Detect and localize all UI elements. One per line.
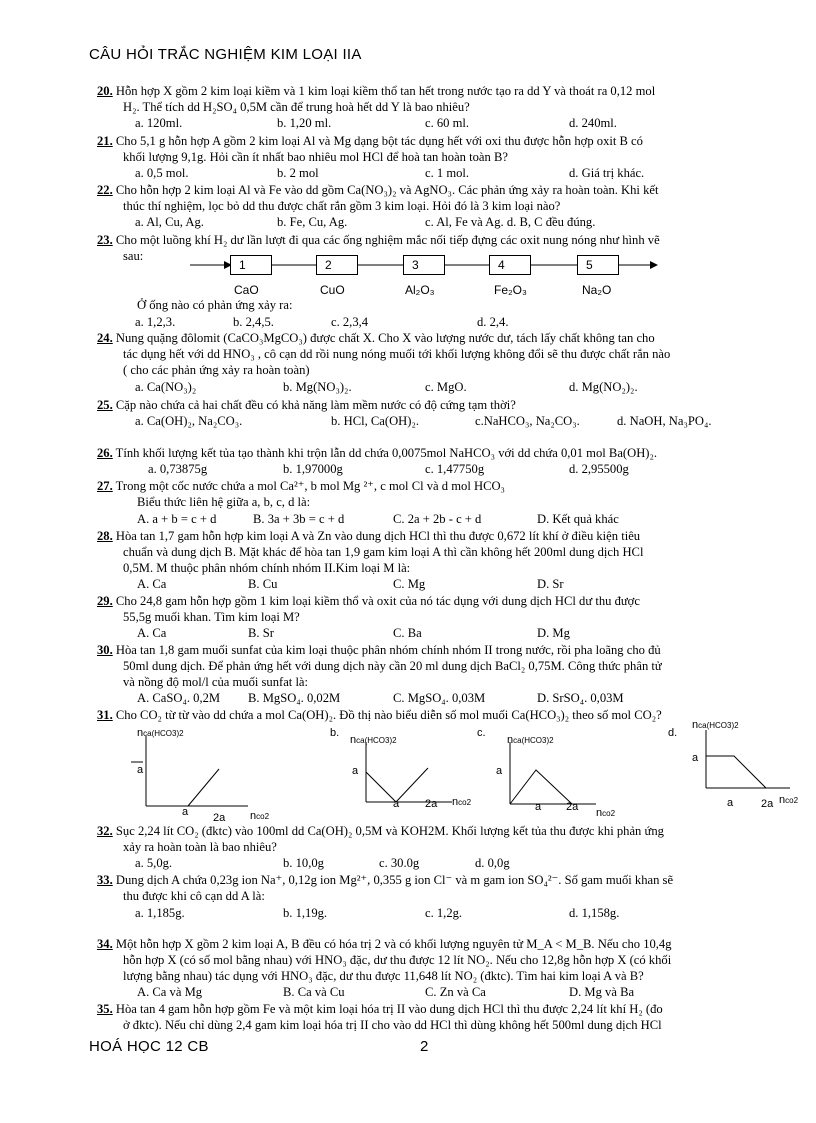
q27-line2: Biểu thức liên hệ giữa a, b, c, d là: (137, 495, 311, 509)
q29-option-a: A. Ca (137, 626, 167, 640)
q33-option-d: d. 1,158g. (569, 906, 620, 920)
q28-option-d: D. Sr (537, 577, 564, 591)
graph-d-curve (706, 756, 766, 788)
q34-option-d: D. Mg và Ba (569, 985, 635, 999)
tube-box-5: 5 (577, 255, 619, 275)
q30-option-b: B. MgSO₄. 0,02M (248, 691, 341, 705)
arrow-icon (650, 261, 658, 269)
tube-label-1: CaO (234, 283, 259, 297)
graph-b-letter: b. (330, 727, 340, 739)
q21-line2: khối lượng 9,1g. Hỏi cần ít nhất bao nhiêu mol HCl để hoà tan hoàn toàn B? (123, 150, 508, 164)
graph-a-ylabel: nca(HCO3)2 (137, 727, 184, 739)
q24-line3: ( cho các phản ứng xảy ra hoàn toàn) (123, 363, 310, 377)
q21-option-a: a. 0,5 mol. (135, 166, 189, 180)
q27-line1: 27. Trong một cốc nước chứa a mol Ca²⁺, b mol Mg ²⁺, c mol Cl và d mol HCO₃ (97, 479, 505, 493)
q22-option-a: a. Al, Cu, Ag. (135, 215, 204, 229)
q29-line2: 55,5g muối khan. Tìm kim loại M? (123, 610, 300, 624)
q34-option-c: C. Zn và Ca (425, 985, 486, 999)
graph-c-tick-a: a (535, 801, 542, 813)
tube-label-5: Na₂O (582, 283, 612, 297)
q25-option-a: a. Ca(OH)₂, Na₂CO₃. (135, 414, 243, 428)
q33-option-b: b. 1,19g. (283, 906, 328, 920)
q20-option-c: c. 60 ml. (425, 116, 470, 130)
q29-line1: 29. Cho 24,8 gam hỗn hợp gồm 1 kim loại kiềm thổ và oxit của nó tác dụng với dung dịch HCl dư thu được (97, 594, 640, 608)
q30-line1: 30. Hòa tan 1,8 gam muối sunfat của kim loại thuộc phân nhóm chính nhóm II trong nước, rồi pha loãng cho đủ (97, 643, 661, 657)
q33-line1: 33. Dung dịch A chứa 0,23g ion Na⁺, 0,12g ion Mg²⁺, 0,355 g ion Cl⁻ và m gam ion SO₄²⁻. Số gam muối khan sẽ (97, 873, 674, 887)
q22-option-b: b. Fe, Cu, Ag. (277, 215, 348, 229)
graph-b-tick-2a: 2a (425, 798, 438, 810)
q34-option-b: B. Ca và Cu (283, 985, 345, 999)
q24-option-a: a. Ca(NO₃)₂ (135, 380, 197, 394)
tube-box-1: 1 (230, 255, 272, 275)
graph-a-xlabel: nco2 (250, 810, 270, 822)
q32-line1: 32. Sục 2,24 lít CO₂ (đktc) vào 100ml dd Ca(OH)₂ 0,5M và KOH2M. Khối lượng kết tủa thu được khi phản ứng (97, 824, 664, 838)
tube-label-3: Al₂O₃ (405, 283, 435, 297)
q33-option-c: c. 1,2g. (425, 906, 463, 920)
q25-line1: 25. Cặp nào chứa cả hai chất đều có khả năng làm mềm nước có độ cứng tạm thời? (97, 398, 516, 412)
graph-a-curve (188, 769, 219, 806)
graph-a-svg (130, 732, 270, 812)
q30-option-d: D. SrSO₄. 0,03M (537, 691, 624, 705)
q20-line1: 20. Hỗn hợp X gồm 2 kim loại kiềm và 1 kim loại kiềm thổ tan hết trong nước tạo ra dd Y và thoát ra 0,12 mol (97, 84, 656, 98)
q34-option-a: A. Ca và Mg (137, 985, 203, 999)
q32-option-d: d. 0,0g (475, 856, 510, 870)
q35-line2: ở đktc). Nếu chỉ dùng 2,4 gam kim loại hóa trị II cho vào dd HCl thì dùng không hết 500ml dung dịch HCl (123, 1018, 662, 1032)
q28-option-a: A. Ca (137, 577, 167, 591)
graph-d-letter: d. (668, 727, 678, 739)
q25-option-b: b. HCl, Ca(OH)₂. (331, 414, 419, 428)
tube-box-2: 2 (316, 255, 358, 275)
q23-line2: sau: (123, 249, 144, 263)
graph-d-xlabel: nco2 (779, 794, 799, 806)
q35-line1: 35. Hòa tan 4 gam hỗn hợp gồm Fe và một kim loại hóa trị II vào dung dịch HCl thì thu được 2,24 lít khí H₂ (đo (97, 1002, 663, 1016)
q32-option-a: a. 5,0g. (135, 856, 173, 870)
q20-option-d: d. 240ml. (569, 116, 617, 130)
q29-option-c: C. Ba (393, 626, 422, 640)
q30-line2: 50ml dung dịch. Để phản ứng hết với dung dịch này cần 20 ml dung dịch BaCl₂ 0,75M. Công thức phân tử (123, 659, 662, 673)
q27-option-b: B. 3a + 3b = c + d (253, 512, 345, 526)
graph-b-tick-a: a (393, 798, 400, 810)
graph-b-ylabel: nca(HCO3)2 (350, 734, 397, 746)
q26-option-c: c. 1,47750g (425, 462, 485, 476)
q34-line2: hỗn hợp X (có số mol bằng nhau) với HNO₃ đặc, dư thu được 12 lít NO₂. Nếu cho 12,8g hỗn hợp X (có khối (123, 953, 672, 967)
q27-option-d: D. Kết quả khác (537, 512, 619, 526)
q29-option-b: B. Sr (248, 626, 274, 640)
graph-d-svg (696, 726, 796, 798)
q22-line2: thúc thí nghiệm, lọc bỏ dd thu được chất rắn gồm 3 kim loại. Hỏi đó là 3 kim loại nào? (123, 199, 561, 213)
q23-option-d: d. 2,4. (477, 315, 509, 329)
q30-option-a: A. CaSO₄. 0,2M (137, 691, 221, 705)
q23-question: Ở ống nào có phản ứng xảy ra: (137, 298, 293, 312)
q30-option-c: C. MgSO₄. 0,03M (393, 691, 486, 705)
q28-line2: chuẩn và dung dịch B. Mặt khác để hòa tan 1,9 gam kim loại A thì cần không hết 200ml dung dịch HCl (123, 545, 644, 559)
graph-c-svg (500, 738, 610, 810)
graph-c-letter: c. (477, 727, 486, 739)
graph-b-svg (356, 738, 466, 810)
q27-option-a: A. a + b = c + d (137, 512, 217, 526)
q22-option-cd: c. Al, Fe và Ag. d. B, C đều đúng. (425, 215, 596, 229)
q26-option-a: a. 0,73875g (148, 462, 208, 476)
q28-line3: 0,5M. M thuộc phân nhóm chính nhóm II.Kim loại M là: (123, 561, 411, 575)
graph-b-tick-a-y: a (352, 765, 359, 777)
q32-option-b: b. 10,0g (283, 856, 324, 870)
graph-c-curve (510, 770, 572, 804)
q27-option-c: C. 2a + 2b - c + d (393, 512, 482, 526)
q22-line1: 22. Cho hỗn hợp 2 kim loại Al và Fe vào dd gồm Ca(NO₃)₂ và AgNO₃. Các phản ứng xảy ra hoàn toàn. Khi kết (97, 183, 659, 197)
q28-option-b: B. Cu (248, 577, 278, 591)
graph-c-ylabel: nca(HCO3)2 (507, 734, 554, 746)
q20-line2: H₂. Thể tích dd H₂SO₄ 0,5M cần để trung hoà hết dd Y là bao nhiêu? (123, 100, 470, 114)
graph-d-ylabel: nca(HCO3)2 (692, 719, 739, 731)
q23-option-b: b. 2,4,5. (233, 315, 274, 329)
q34-line1: 34. Một hỗn hợp X gồm 2 kim loại A, B đều có hóa trị 2 và có khối lượng nguyên tử M_A < M_B. Nếu cho 10,4g (97, 937, 672, 951)
q31-line1: 31. Cho CO₂ từ từ vào dd chứa a mol Ca(OH)₂. Đồ thị nào biểu diễn số mol muối Ca(HCO₃)₂ theo số mol CO₂? (97, 708, 662, 722)
q34-line3: lượng bằng nhau) tác dụng với HNO₃ đặc, dư thu được 11,648 lít NO₂ (đktc). Tìm hai kim loại A và B? (123, 969, 644, 983)
q32-line2: xảy ra hoàn toàn là bao nhiêu? (123, 840, 277, 854)
q26-option-b: b. 1,97000g (283, 462, 343, 476)
page-number: 2 (420, 1038, 429, 1055)
q24-option-c: c. MgO. (425, 380, 467, 394)
q29-option-d: D. Mg (537, 626, 570, 640)
graph-d-tick-a: a (727, 797, 734, 809)
q21-line1: 21. Cho 5,1 g hỗn hợp A gồm 2 kim loại Al và Mg dạng bột tác dụng hết với oxi thu được hỗn hợp oxit B có (97, 134, 643, 148)
q21-option-b: b. 2 mol (277, 166, 319, 180)
q24-option-d: d. Mg(NO₂)₂. (569, 380, 638, 394)
page-footer-left: HOÁ HỌC 12 CB (89, 1038, 209, 1055)
q25-option-c: c.NaHCO₃, Na₂CO₃. (475, 414, 580, 428)
q21-option-c: c. 1 mol. (425, 166, 470, 180)
q26-option-d: d. 2,95500g (569, 462, 629, 476)
q24-option-b: b. Mg(NO₃)₂. (283, 380, 352, 394)
tube-box-4: 4 (489, 255, 531, 275)
tube-label-2: CuO (320, 283, 345, 297)
q28-line1: 28. Hòa tan 1,7 gam hỗn hợp kim loại A và Zn vào dung dịch HCl thì thu được 0,672 lít khí ở điều kiện tiêu (97, 529, 641, 543)
graph-d-tick-2a: 2a (761, 798, 774, 810)
q26-line1: 26. Tính khối lượng kết tủa tạo thành khi trộn lẫn dd chứa 0,0075mol NaHCO₃ với dd chứa 0,01 mol Ba(OH)₂. (97, 446, 658, 460)
q28-option-c: C. Mg (393, 577, 426, 591)
tube-label-4: Fe₂O₃ (494, 283, 527, 297)
graph-c-xlabel: nco2 (596, 807, 616, 819)
q23-line1: 23. Cho một luồng khí H₂ dư lần lượt đi qua các ống nghiệm mắc nối tiếp đựng các oxit nung nóng như hình vẽ (97, 233, 660, 247)
tube-box-3: 3 (403, 255, 445, 275)
q33-line2: thu được khi cô cạn dd A là: (123, 889, 265, 903)
graph-d-tick-a-y: a (692, 752, 699, 764)
q23-option-c: c. 2,3,4 (331, 315, 369, 329)
q32-option-c: c. 30.0g (379, 856, 420, 870)
graph-c-tick-2a: 2a (566, 801, 579, 813)
graph-a-tick-a-y: a (137, 764, 144, 776)
q20-option-b: b. 1,20 ml. (277, 116, 332, 130)
q24-line1: 24. Nung quặng đôlomit (CaCO₃MgCO₃) được chất X. Cho X vào lượng nước dư, tách lấy chất không tan cho (97, 331, 655, 345)
graph-c-tick-a-y: a (496, 765, 503, 777)
q25-option-d: d. NaOH, Na₃PO₄. (617, 414, 712, 428)
graph-a-tick-a: a (182, 806, 189, 818)
graph-a-tick-2a: 2a (213, 812, 226, 824)
q21-option-d: d. Giá trị khác. (569, 166, 645, 180)
graph-b-xlabel: nco2 (452, 796, 472, 808)
q30-line3: và nồng độ mol/l của muối sunfat là: (123, 675, 309, 689)
q23-option-a: a. 1,2,3. (135, 315, 176, 329)
q24-line2: tác dụng hết với dd HNO₃ , cô cạn dd rồi nung nóng muối tới khối lượng không đổi sẽ thu được chất rắn nào (123, 347, 671, 361)
page-header: CÂU HỎI TRẮC NGHIỆM KIM LOẠI IIA (89, 46, 362, 63)
q20-option-a: a. 120ml. (135, 116, 183, 130)
q33-option-a: a. 1,185g. (135, 906, 185, 920)
